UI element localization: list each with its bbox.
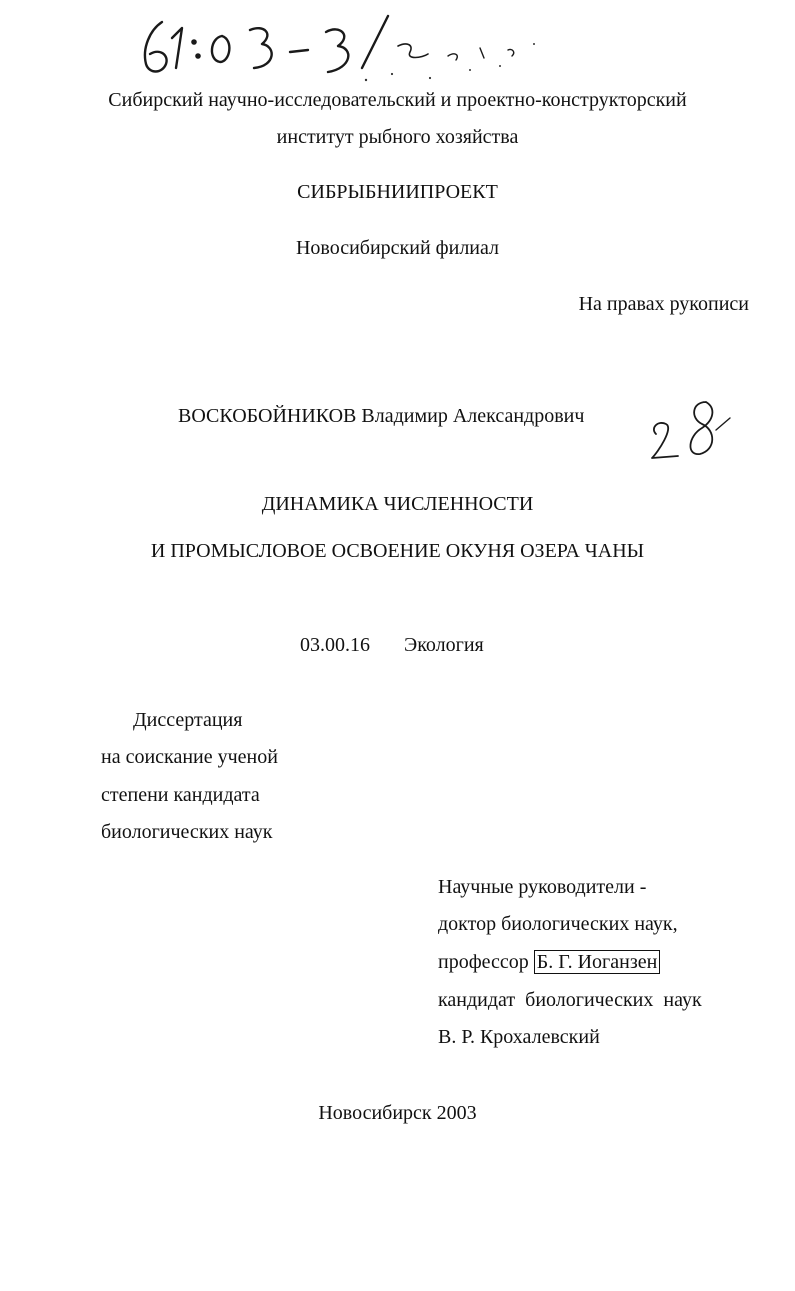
- dissertation-title-line2: И ПРОМЫСЛОВОЕ ОСВОЕНИЕ ОКУНЯ ОЗЕРА ЧАНЫ: [150, 540, 645, 562]
- author-name: ВОСКОБОЙНИКОВ Владимир Александрович: [178, 405, 585, 427]
- branch-name: Новосибирский филиал: [295, 237, 500, 259]
- signature-mark-handwriting: [644, 396, 740, 466]
- degree-line4: биологических наук: [101, 821, 273, 843]
- supervisor1-name: Б. Г. Иоганзен: [534, 950, 661, 974]
- archive-mark-handwriting: [130, 8, 550, 88]
- supervisors-heading: Научные руководители -: [438, 876, 647, 898]
- manuscript-rights-note: На правах рукописи: [578, 293, 749, 315]
- dissertation-title-line1: ДИНАМИКА ЧИСЛЕННОСТИ: [261, 493, 534, 515]
- specialty-name: Экология: [404, 634, 484, 656]
- degree-line3: степени кандидата: [101, 784, 260, 806]
- institute-abbreviation: СИБРЫБНИИПРОЕКТ: [297, 181, 498, 203]
- supervisor2-name: В. Р. Крохалевский: [438, 1026, 600, 1048]
- supervisor1-title: профессор: [438, 951, 529, 973]
- degree-line1: Диссертация: [133, 709, 243, 731]
- institute-name-line2: институт рыбного хозяйства: [276, 126, 519, 148]
- supervisor2-degree: кандидат биологических наук: [438, 989, 702, 1011]
- institute-name-line1: Сибирский научно-исследовательский и проектно-конструкторский: [108, 89, 687, 111]
- specialty: [300, 633, 484, 657]
- supervisor1-line: [438, 950, 660, 974]
- specialty-code: 03.00.16: [300, 634, 370, 656]
- supervisor1-degree: доктор биологических наук,: [438, 913, 678, 935]
- city-year: Новосибирск 2003: [318, 1102, 477, 1124]
- degree-line2: на соискание ученой: [101, 746, 278, 768]
